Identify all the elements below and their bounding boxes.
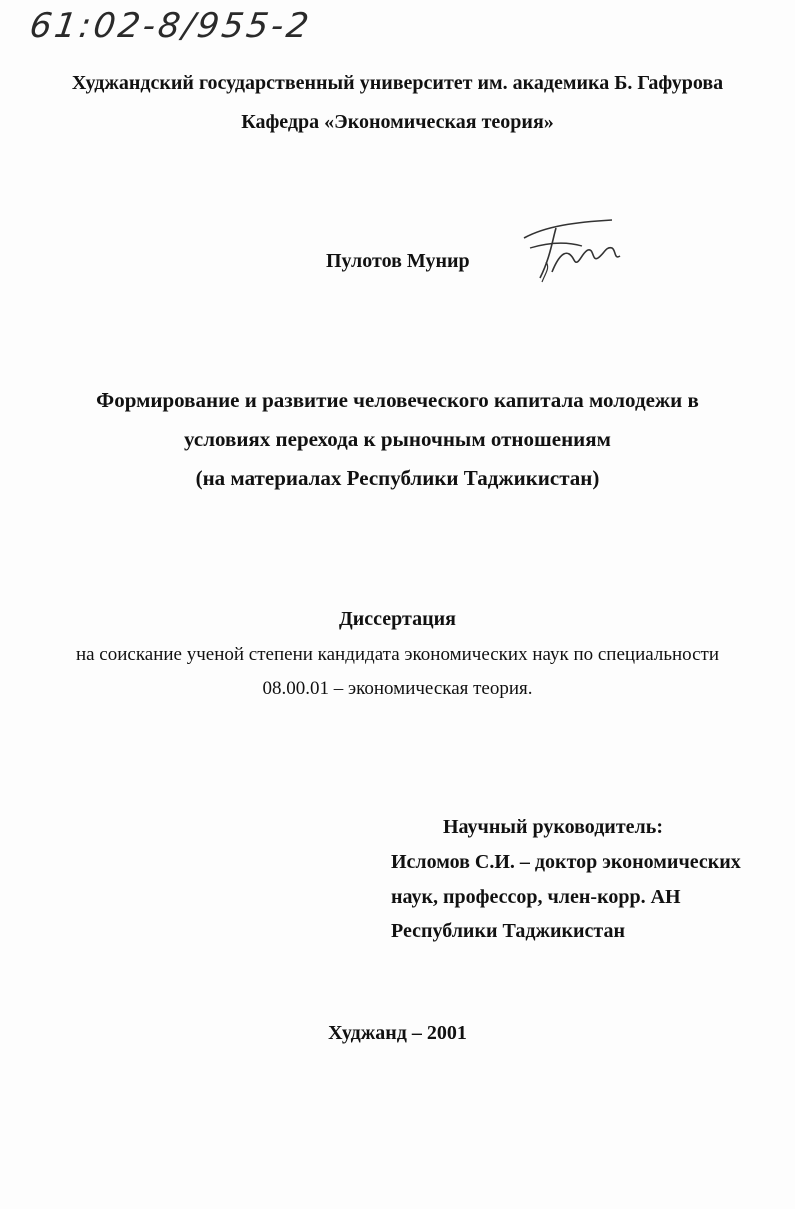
supervisor-heading: Научный руководитель: xyxy=(443,816,663,838)
dissertation-purpose-line-1: на соискание ученой степени кандидата экономических наук по специальности xyxy=(75,644,720,665)
thesis-title-line-3: (на материалах Республики Таджикистан) xyxy=(195,466,600,490)
supervisor-line-2: наук, профессор, член-корр. АН xyxy=(391,886,681,908)
signature-mark xyxy=(516,212,626,292)
supervisor-line-3: Республики Таджикистан xyxy=(391,920,626,942)
thesis-title-line-1: Формирование и развитие человеческого капитала молодежи в xyxy=(96,388,699,412)
university-name: Худжандский государственный университет им. академика Б. Гафурова xyxy=(71,72,724,94)
supervisor-line-1: Исломов С.И. – доктор экономических xyxy=(391,851,741,873)
author-name: Пулотов Мунир xyxy=(326,250,470,272)
department-name: Кафедра «Экономическая теория» xyxy=(241,111,554,133)
handwritten-catalog-code: 61:02-8/955-2 xyxy=(27,6,314,46)
dissertation-purpose-line-2: 08.00.01 – экономическая теория. xyxy=(262,678,533,699)
thesis-title-line-2: условиях перехода к рыночным отношениям xyxy=(184,427,611,451)
city-and-year: Худжанд – 2001 xyxy=(328,1022,467,1044)
dissertation-heading: Диссертация xyxy=(339,608,456,630)
